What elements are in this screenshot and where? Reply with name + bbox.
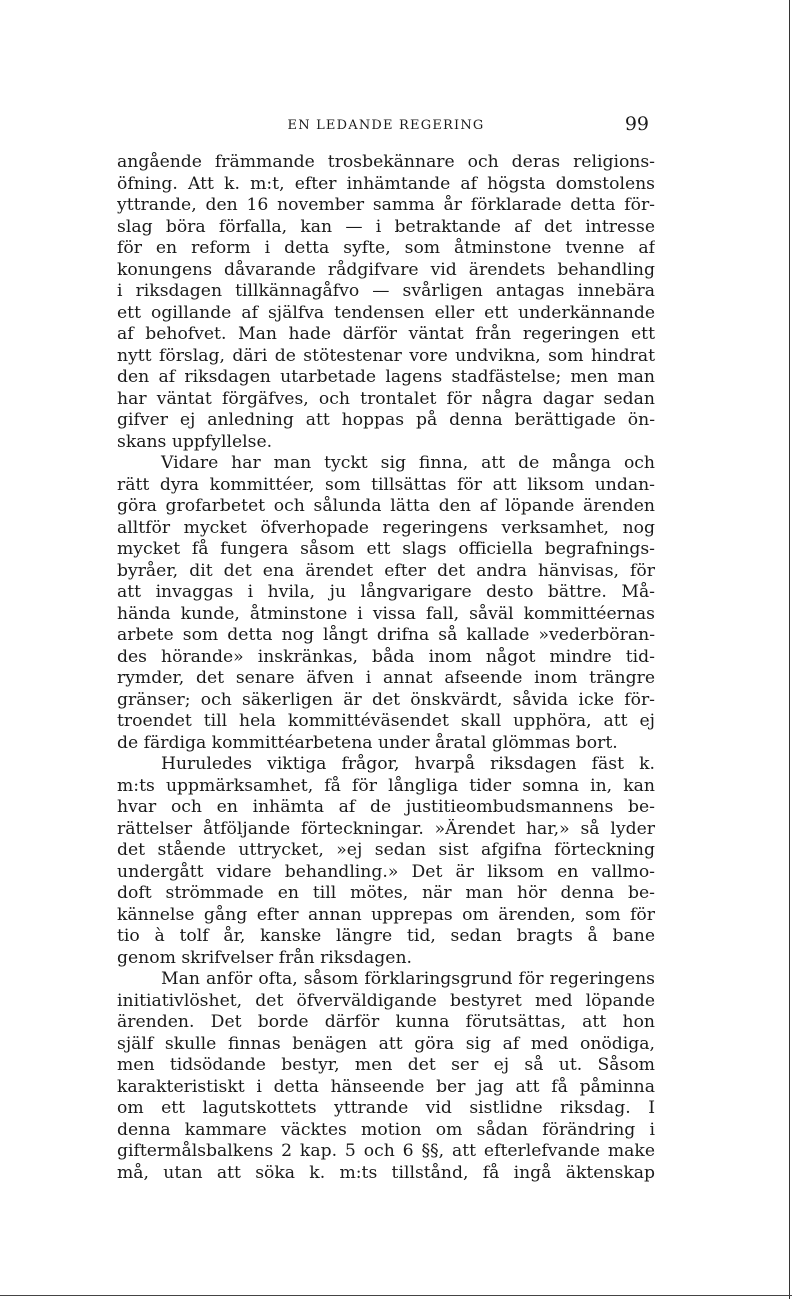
text-line: skans uppfyllelse. xyxy=(117,431,273,452)
text-line: nytt förslag, däri de stötestenar vore undvikna, som hindrat xyxy=(117,345,655,366)
text-line: har väntat förgäfves, och trontalet för några dagar sedan xyxy=(117,388,655,409)
page-edge-right xyxy=(789,0,790,1299)
text-line: gifver ej anledning att hoppas på denna berättigade ön- xyxy=(117,410,655,430)
text-line: i riksdagen tillkännagåfvo — svårligen antagas innebära xyxy=(117,281,655,301)
text-line: hvar och en inhämta af de justitieombudsmannens be- xyxy=(117,797,655,817)
text-line: det stående uttrycket, »ej sedan sist afgifna förteckning xyxy=(117,840,655,860)
text-line: rätt dyra kommittéer, som tillsättas för att liksom undan- xyxy=(117,474,655,495)
text-line: själf skulle finnas benägen att göra sig af med onödiga, xyxy=(117,1033,655,1054)
text-line: att invaggas i hvila, ju långvarigare desto bättre. Må- xyxy=(117,582,655,602)
text-line: doft strömmade en till mötes, när man hör denna be- xyxy=(117,883,655,903)
text-line: tio à tolf år, kanske längre tid, sedan bragts å bane xyxy=(117,926,655,946)
text-line: konungens dåvarande rådgifvare vid ärendets behandling xyxy=(117,259,655,280)
running-head: EN LEDANDE REGERING xyxy=(287,118,485,133)
text-line: rättelser åtföljande förteckningar. »Ärendet har,» så lyder xyxy=(117,818,655,839)
text-line: om ett lagutskottets yttrande vid sistlidne riksdag. I xyxy=(117,1098,655,1118)
text-line: ett ogillande af själfva tendensen eller ett underkännande xyxy=(117,302,655,323)
text-line: hända kunde, åtminstone i vissa fall, såväl kommittéernas xyxy=(117,603,655,624)
text-line: af behofvet. Man hade därför väntat från regeringen ett xyxy=(117,324,655,344)
text-line: Huruledes viktiga frågor, hvarpå riksdagen fäst k. xyxy=(161,754,655,774)
text-line: undergått vidare behandling.» Det är liksom en vallmo- xyxy=(117,861,655,882)
text-line: angående främmande trosbekännare och deras religions- xyxy=(117,152,655,172)
text-line: kännelse gång efter annan upprepas om ärenden, som för xyxy=(117,904,655,925)
body-text xyxy=(117,152,655,1184)
text-line: den af riksdagen utarbetade lagens stadfästelse; men man xyxy=(117,367,655,387)
text-line: men tidsödande bestyr, men det ser ej så ut. Såsom xyxy=(117,1055,655,1075)
text-line: denna kammare väcktes motion om sådan förändring i xyxy=(117,1119,655,1140)
text-line: rymder, det senare äfven i annat afseende inom trängre xyxy=(117,668,655,688)
text-line: slag böra förfalla, kan — i betraktande af det intresse xyxy=(117,216,655,237)
text-line: initiativlöshet, det öfverväldigande bestyret med löpande xyxy=(117,990,655,1011)
text-line: må, utan att söka k. m:ts tillstånd, få ingå äktenskap xyxy=(117,1162,655,1183)
page-header xyxy=(117,110,655,140)
text-line: för en reform i detta syfte, som åtminstone tvenne af xyxy=(117,238,655,258)
text-line: karakteristiskt i detta hänseende ber jag att få påminna xyxy=(117,1076,655,1097)
text-line: mycket få fungera såsom ett slags officiella begrafnings- xyxy=(117,539,655,559)
text-line: yttrande, den 16 november samma år förklarade detta för- xyxy=(117,195,655,215)
text-line: giftermålsbalkens 2 kap. 5 och 6 §§, att efterlefvande make xyxy=(117,1141,655,1161)
text-line: Man anför ofta, såsom förklaringsgrund för regeringens xyxy=(161,969,655,989)
text-line: alltför mycket öfverhopade regeringens verksamhet, nog xyxy=(117,517,655,538)
page-number: 99 xyxy=(624,113,649,135)
page-edge-bottom xyxy=(0,1295,792,1296)
text-line: byråer, dit det ena ärendet efter det andra hänvisas, för xyxy=(117,560,655,581)
text-line: de färdiga kommittéarbetena under åratal glömmas bort. xyxy=(117,732,618,753)
text-line: troendet till hela kommittéväsendet skall upphöra, att ej xyxy=(117,711,655,731)
text-line: m:ts uppmärksamhet, få för långliga tider somna in, kan xyxy=(117,775,655,796)
text-line: arbete som detta nog långt drifna så kallade »vederböran- xyxy=(117,625,655,645)
text-line: göra grofarbetet och sålunda lätta den af löpande ärenden xyxy=(117,496,655,516)
text-line: gränser; och säkerligen är det önskvärdt, såvida icke för- xyxy=(117,689,655,710)
text-line: öfning. Att k. m:t, efter inhämtande af högsta domstolens xyxy=(117,173,655,194)
text-line: des hörande» inskränkas, båda inom något mindre tid- xyxy=(117,646,655,667)
text-line: Vidare har man tyckt sig finna, att de många och xyxy=(161,453,655,473)
text-line: ärenden. Det borde därför kunna förutsättas, att hon xyxy=(117,1012,655,1032)
text-line: genom skrifvelser från riksdagen. xyxy=(117,947,412,968)
